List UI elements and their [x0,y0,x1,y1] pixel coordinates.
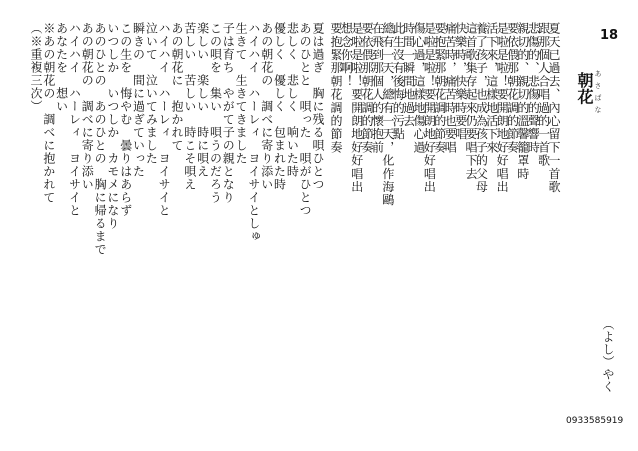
japanese-lyric-line: 子は育ち やがて子の親となり [221,22,236,204]
japanese-lyric-line: 夏は過ぎ 胸に残る唄ひとつ [311,22,325,191]
chinese-lyric-line: 痛苦時，痛苦時也要唱 [443,22,458,154]
japanese-lyric-line: あの朝花に 抱かれて [170,22,184,152]
japanese-lyric-line: いつしか いつしか カモメになり [105,22,120,230]
japanese-lyric-line: 悲しく 悲しく 响いた時 [285,22,300,178]
japanese-lyric-line: あの朝花の 調べに寄り添い [80,22,95,191]
translator-credit: （よし）やく [601,318,615,393]
title-ruby: あさばな [594,70,602,118]
japanese-lyric-line: 苦しい 苦しい 時こそ唄え [182,22,197,191]
japanese-lyric-line: ハイハイ ハーレィ ヨイサイとしゅ [246,22,261,243]
chinese-lyric-line: 是啦是啦！要開朗地好好唱出 [349,22,364,194]
chinese-lyric-line: 時間一瞬間地過去 [401,22,416,128]
chinese-lyric-line: 這首歌集存起來仍要唱下去 [463,22,478,181]
chinese-lyric-line: 夏天已過去、內心留下一首歌 [547,22,561,194]
chinese-lyric-line: 要抱緊那朝花調的節奏 [329,22,343,154]
japanese-lyric-line: ハイハイ ハーレィ ヨイサイと [157,22,172,217]
japanese-lyric-line: 生きて 生きてきました [234,22,249,165]
japanese-lyric-line: 優しく 優しく 包まれた時 [272,22,287,191]
chinese-lyric-line: 是啦是啦！要開朗地好好唱出 [495,22,510,194]
chinese-lyric-line: 在飛到那個人的懷抱前 [370,22,385,154]
japanese-lyric-line: この生を 悔やむ 曇りはあらず [118,22,133,217]
chinese-lyric-line: 是啦是啦！要開朗地好好唱出 [422,22,437,194]
japanese-lyric-line: 楽しい 楽しい 時に唄え [195,22,210,178]
chinese-lyric-line: 跟那個人合唱過的一首歌 [536,22,551,168]
japanese-lyric-line: ※あの朝花の 調べに抱かれて [41,22,56,204]
chinese-lyric-line: 此生沒有後悔的污點 [391,22,406,141]
document-code: 0933585919 [566,416,624,426]
page-number: 18 [600,28,619,43]
chinese-lyric-line: 傷心過，這樣地傷心過 [412,22,427,154]
chinese-lyric-line: 總有一天，總有一天，化作海鷗 [380,22,395,207]
japanese-lyric-line: あのひとと 唄った 唄がひとつ [298,22,313,217]
chinese-lyric-line: 親切的、親切的溫馨籠罩時 [515,22,530,181]
chinese-lyric-line: 要依偎那朝花調的節奏 [360,22,375,154]
japanese-lyric-line: 瞬きの 間に過ぎていった [131,22,146,178]
chinese-lyric-line: 想念你啊！ [339,22,354,88]
chinese-lyric-line: 悲傷的、悲傷的聲響時 [526,22,541,154]
chinese-lyric-line: 快樂時，快樂時要唱 [453,22,468,141]
japanese-lyric-line: （※重複三次） [29,22,43,113]
japanese-lyric-line: あなたを 想い [54,22,69,113]
song-title: 朝花 [575,72,594,105]
japanese-lyric-line: 泣いて 泣いてみました [144,22,159,165]
chinese-lyric-line: 活下來，這樣地活下來 [484,22,499,154]
japanese-lyric-line: この唄を 集い 唄うのだろう [208,22,223,204]
japanese-lyric-line: あのひとの あのひとの 胸に帰るまで [93,22,108,256]
chinese-lyric-line: 要依偎那朝花調的節奏 [505,22,520,154]
japanese-lyric-line: ハイハイ ハーレィ ヨイサイと [67,22,82,217]
chinese-lyric-line: 養了孩子，也成為孩子的父母 [474,22,489,194]
chinese-lyric-line: 要抱緊那朝花調的節奏 [432,22,447,154]
japanese-lyric-line: あの朝花の 調べに寄り添い [259,22,274,191]
